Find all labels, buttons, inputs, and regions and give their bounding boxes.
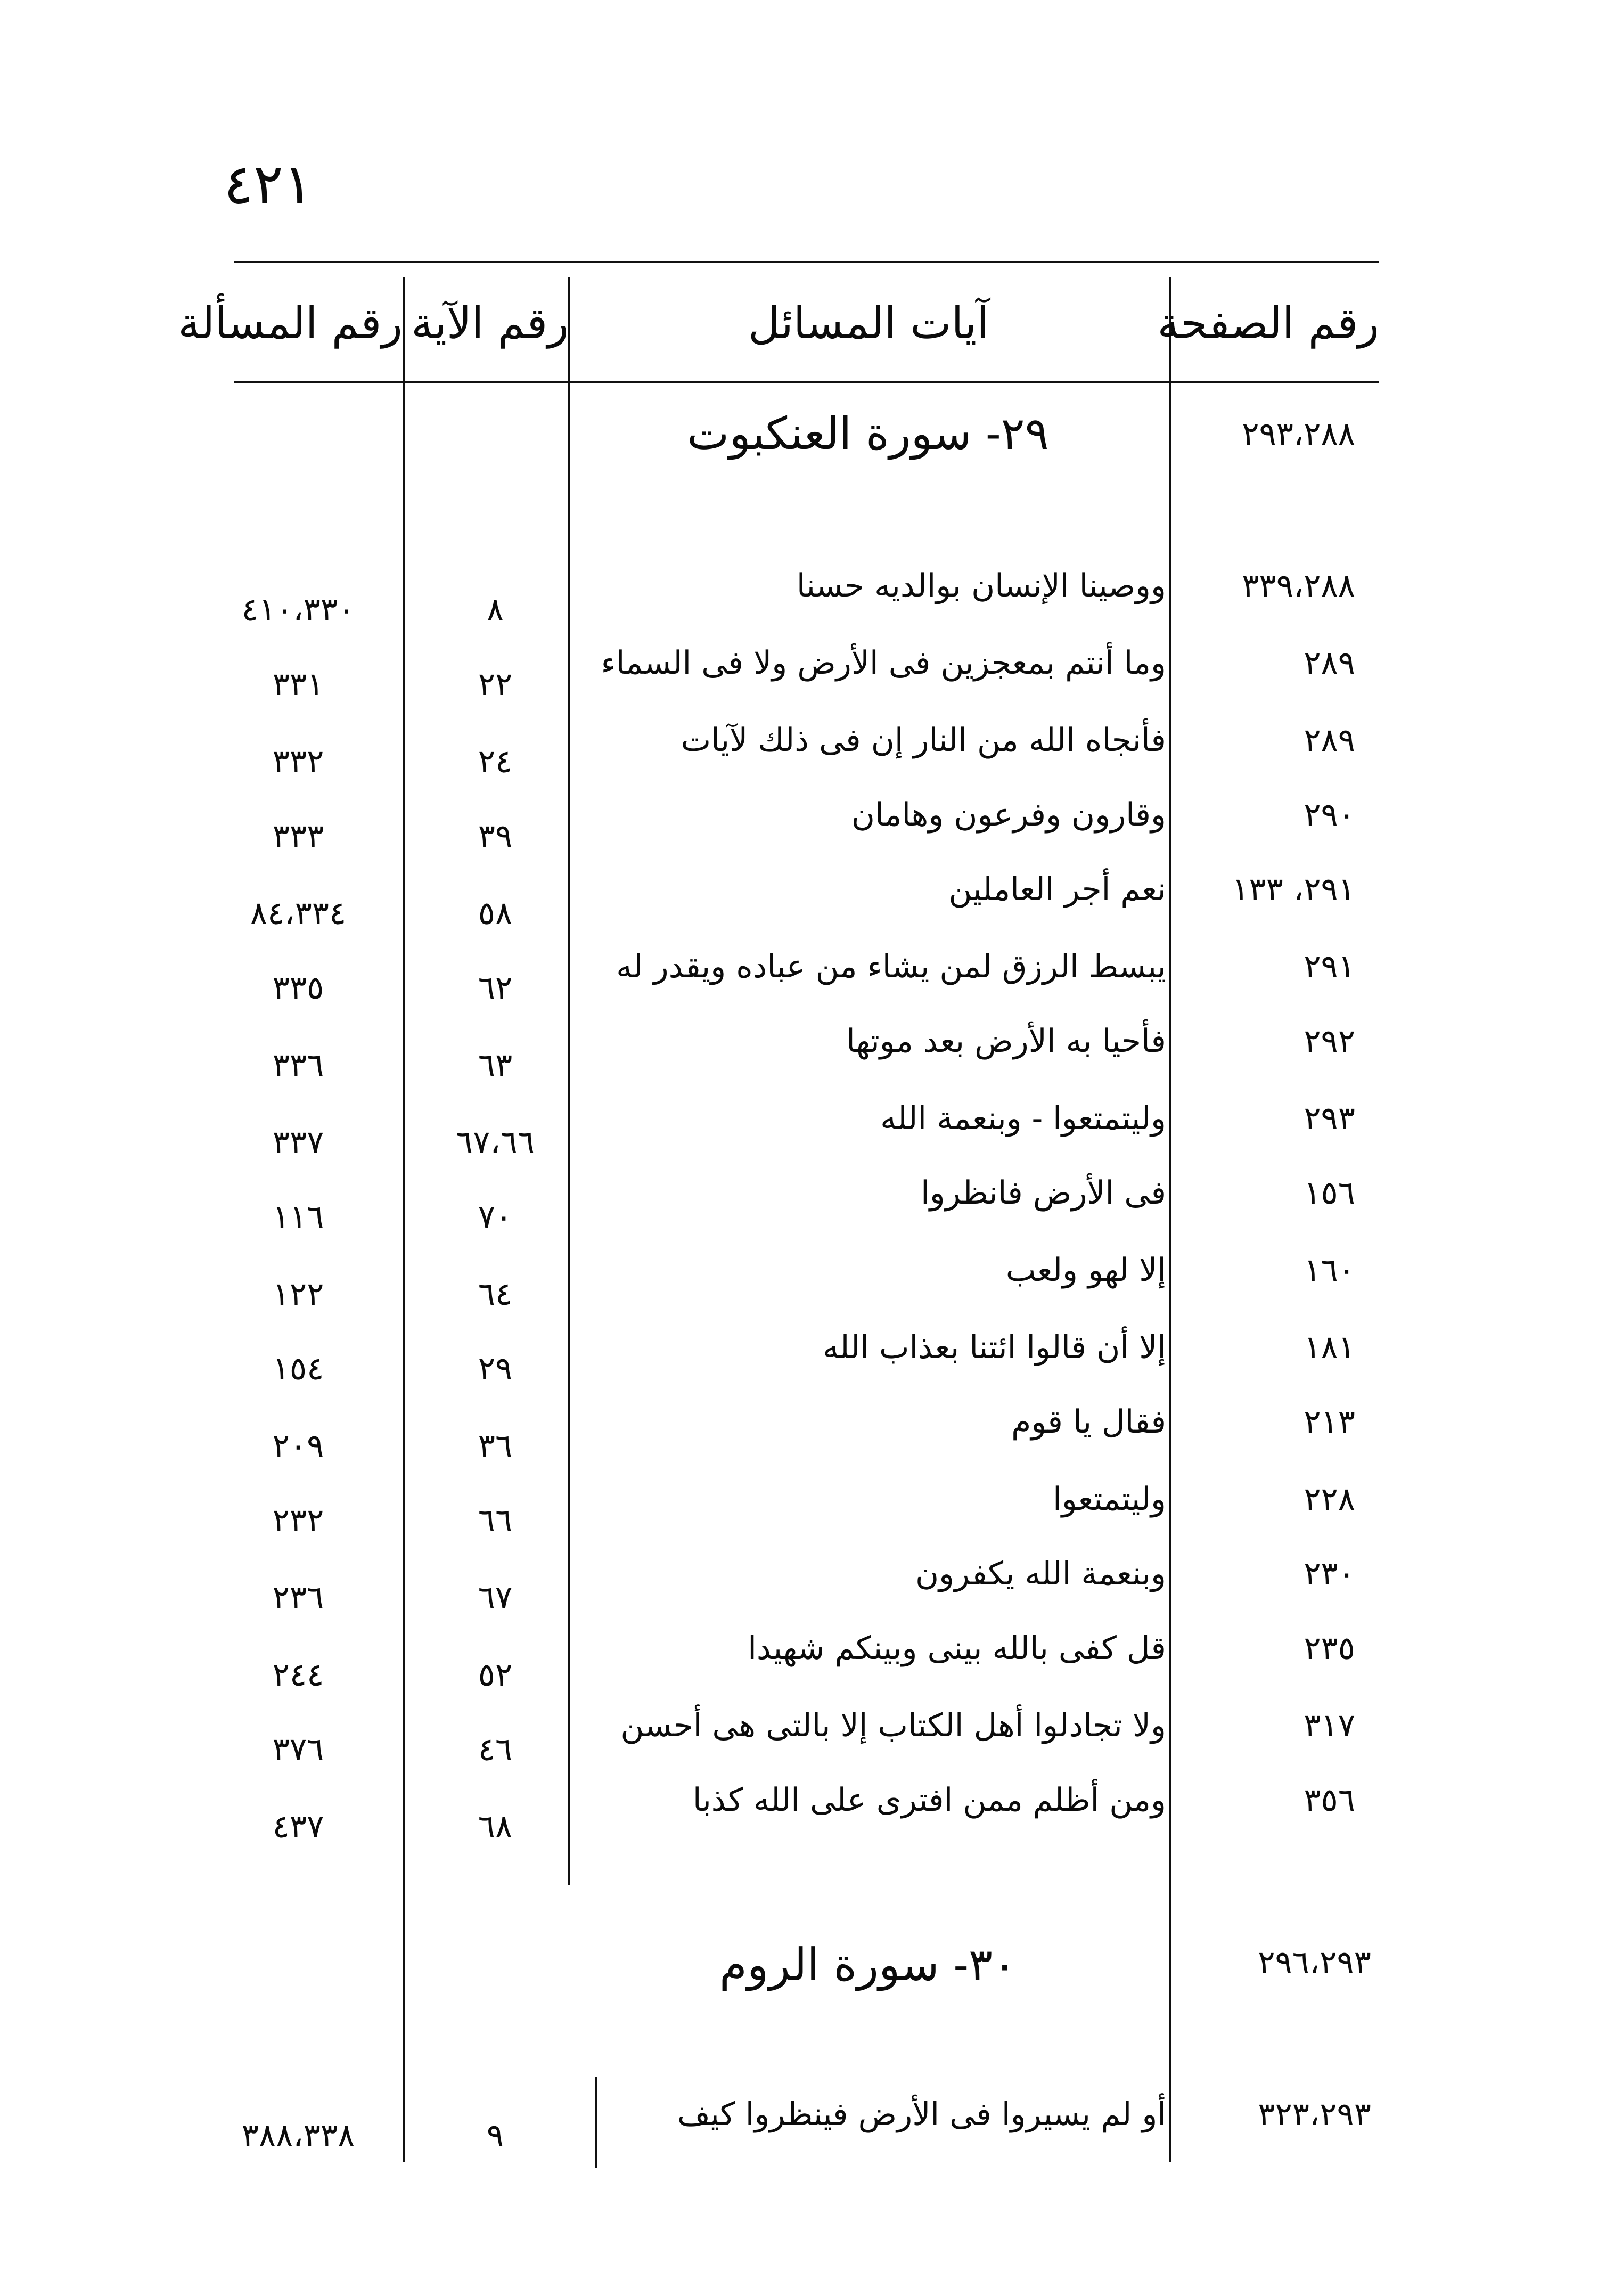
ayah-number: ٤٦ <box>478 1731 513 1768</box>
page-ref: ٢٩٠ <box>1304 796 1355 834</box>
page-ref: ٢٨٩ <box>1304 644 1355 682</box>
verse-text: فقال يا قوم <box>1011 1403 1166 1441</box>
page-ref: ٢٩١ <box>1304 948 1355 985</box>
masala-number: ٣٣٧ <box>272 1124 324 1161</box>
masala-number: ١٥٤ <box>272 1350 324 1387</box>
section-title: ٢٩- سورة العنكبوت <box>687 407 1049 460</box>
masala-number: ١١٦ <box>272 1198 324 1236</box>
ayah-number: ٦٣ <box>478 1047 513 1084</box>
verse-text: نعم أجر العاملين <box>948 871 1166 908</box>
page-ref: ٢١٣ <box>1304 1403 1355 1441</box>
ayah-number: ٦٧،٦٦ <box>455 1124 535 1161</box>
verse-text: فأحيا به الأرض بعد موتها <box>846 1023 1166 1060</box>
header-verses: آيات المسائل <box>748 298 989 349</box>
masala-number: ١٢٢ <box>272 1276 324 1313</box>
page-ref: ١٥٦ <box>1304 1174 1355 1212</box>
verse-text: قل كفى بالله بينى وبينكم شهيدا <box>748 1630 1166 1667</box>
verse-text: ولا تجادلوا أهل الكتاب إلا بالتى هى أحسن <box>620 1707 1166 1744</box>
masala-number: ٣٣٦ <box>272 1047 324 1084</box>
page-ref: ٣٣٩،٢٨٨ <box>1242 567 1355 604</box>
ayah-number: ٥٢ <box>478 1656 513 1694</box>
verse-text: وليتمتعوا - وبنعمة الله <box>880 1100 1166 1137</box>
header-rule <box>234 381 1379 383</box>
section-pages: ٢٩٦،٢٩٣ <box>1258 1944 1371 1981</box>
ayah-number: ٨ <box>486 591 504 628</box>
masala-number: ٤٣٧ <box>272 1808 324 1845</box>
page-ref: ٣٢٣،٢٩٣ <box>1258 2096 1371 2133</box>
header-ayah: رقم الآية <box>411 298 569 349</box>
verse-text: ومن أظلم ممن افترى على الله كذبا <box>692 1782 1166 1819</box>
page-ref: ٣١٧ <box>1304 1707 1355 1744</box>
column-divider-2-lower <box>595 2077 597 2168</box>
ayah-number: ٦٧ <box>478 1579 513 1616</box>
page-ref: ٢٣٠ <box>1304 1555 1355 1592</box>
verse-text: وما أنتم بمعجزين فى الأرض ولا فى السماء <box>601 644 1166 682</box>
verse-text: إلا أن قالوا ائتنا بعذاب الله <box>822 1329 1166 1366</box>
ayah-number: ٣٦ <box>478 1427 513 1465</box>
header-page: رقم الصفحة <box>1157 298 1379 349</box>
page-ref: ٢٩٢ <box>1304 1023 1355 1060</box>
verse-text: يبسط الرزق لمن يشاء من عباده ويقدر له <box>616 948 1166 985</box>
page-number: ٤٢١ <box>224 152 313 217</box>
ayah-number: ٣٩ <box>478 818 513 855</box>
masala-number: ٣٣٥ <box>272 969 324 1007</box>
page-ref: ٢٩١، ١٣٣ <box>1232 871 1355 908</box>
masala-number: ٢٣٢ <box>272 1502 324 1539</box>
page-ref: ٢٢٨ <box>1304 1481 1355 1518</box>
masala-number: ٣٣٣ <box>272 818 324 855</box>
section-pages: ٢٩٣،٢٨٨ <box>1242 415 1355 453</box>
verse-text: إلا لهو ولعب <box>1005 1252 1166 1289</box>
column-divider-3 <box>1169 277 1171 2162</box>
page-ref: ١٦٠ <box>1304 1252 1355 1289</box>
masala-number: ٤١٠،٣٣٠ <box>241 591 355 628</box>
ayah-number: ٦٢ <box>478 969 513 1007</box>
top-rule <box>234 261 1379 263</box>
masala-number: ٣٧٦ <box>272 1731 324 1768</box>
verse-text: وبنعمة الله يكفرون <box>915 1555 1166 1592</box>
masala-number: ٢٤٤ <box>272 1656 324 1694</box>
column-divider-1 <box>403 277 405 2162</box>
masala-number: ٢٠٩ <box>272 1427 324 1465</box>
verse-text: فى الأرض فانظروا <box>921 1174 1166 1212</box>
verse-text: وقارون وفرعون وهامان <box>851 796 1166 834</box>
ayah-number: ٦٨ <box>478 1808 513 1845</box>
section-title: ٣٠- سورة الروم <box>719 1939 1017 1991</box>
page-ref: ٢٣٥ <box>1304 1630 1355 1667</box>
verse-text: أو لم يسيروا فى الأرض فينظروا كيف <box>677 2096 1166 2133</box>
header-masala: رقم المسألة <box>178 298 403 349</box>
masala-number: ٣٨٨،٣٣٨ <box>241 2117 355 2154</box>
verse-text: فأنجاه الله من النار إن فى ذلك لآيات <box>681 722 1166 759</box>
masala-number: ٨٤،٣٣٤ <box>250 895 347 932</box>
masala-number: ٣٣١ <box>272 666 324 703</box>
page-ref: ١٨١ <box>1304 1329 1355 1366</box>
ayah-number: ٩ <box>486 2117 504 2154</box>
ayah-number: ٧٠ <box>478 1198 513 1236</box>
ayah-number: ٥٨ <box>478 895 513 932</box>
ayah-number: ٦٤ <box>478 1276 513 1313</box>
ayah-number: ٢٩ <box>478 1350 513 1387</box>
ayah-number: ٢٤ <box>478 743 513 780</box>
masala-number: ٣٣٢ <box>272 743 324 780</box>
verse-text: ووصينا الإنسان بوالديه حسنا <box>796 567 1166 604</box>
page-ref: ٢٨٩ <box>1304 722 1355 759</box>
masala-number: ٢٣٦ <box>272 1579 324 1616</box>
page-ref: ٢٩٣ <box>1304 1100 1355 1137</box>
verse-text: وليتمتعوا <box>1053 1481 1166 1518</box>
ayah-number: ٦٦ <box>478 1502 513 1539</box>
ayah-number: ٢٢ <box>478 666 513 703</box>
page-ref: ٣٥٦ <box>1304 1782 1355 1819</box>
